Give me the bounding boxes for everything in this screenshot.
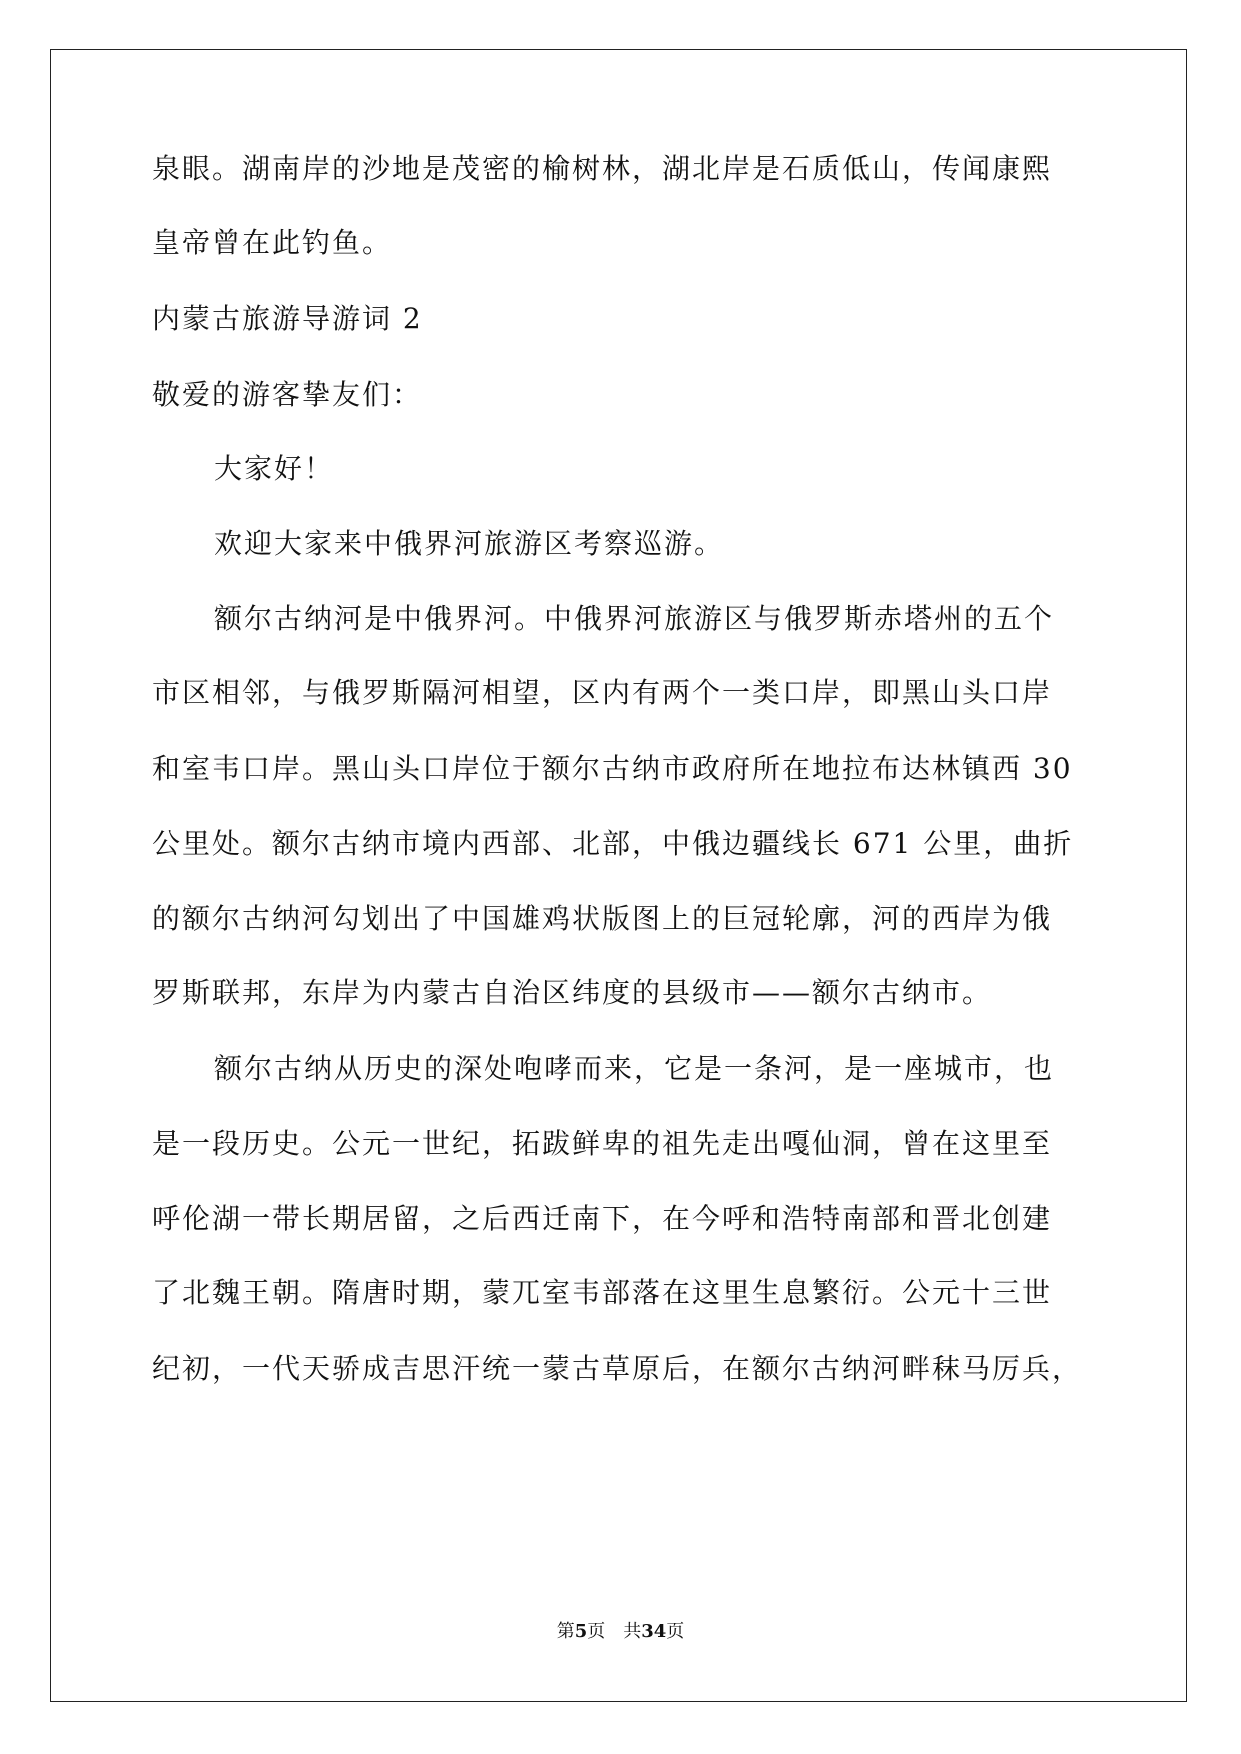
text-line: 市区相邻，与俄罗斯隔河相望，区内有两个一类口岸，即黑山头口岸: [152, 676, 1053, 709]
text-line: 的额尔古纳河勾划出了中国雄鸡状版图上的巨冠轮廓，河的西岸为俄: [152, 902, 1053, 935]
text-line: 了北魏王朝。隋唐时期，蒙兀室韦部落在这里生息繁衍。公元十三世: [152, 1276, 1053, 1309]
text-line: 额尔古纳从历史的深处咆哮而来，它是一条河，是一座城市，也: [214, 1052, 1055, 1085]
greeting: 大家好！: [214, 452, 335, 485]
page-number-footer: [0, 1617, 1241, 1643]
text-line: 和室韦口岸。黑山头口岸位于额尔古纳市政府所在地拉布达林镇西 30: [152, 752, 1073, 785]
current-page: 5: [574, 1621, 588, 1642]
footer-mid: 页 共: [587, 1621, 642, 1642]
section-heading: 内蒙古旅游导游词 2: [152, 302, 423, 335]
salutation: 敬爱的游客挚友们：: [152, 378, 423, 411]
footer-suffix: 页: [666, 1621, 685, 1642]
text-line: 纪初，一代天骄成吉思汗统一蒙古草原后，在额尔古纳河畔秣马厉兵，: [152, 1352, 1083, 1385]
text-line: 额尔古纳河是中俄界河。中俄界河旅游区与俄罗斯赤塔州的五个: [214, 602, 1055, 635]
text-line: 呼伦湖一带长期居留，之后西迁南下，在今呼和浩特南部和晋北创建: [152, 1202, 1053, 1235]
text-line: 是一段历史。公元一世纪，拓跋鲜卑的祖先走出嘎仙洞，曾在这里至: [152, 1127, 1053, 1160]
text-line: 泉眼。湖南岸的沙地是茂密的榆树林，湖北岸是石质低山，传闻康熙: [152, 152, 1053, 185]
text-line: 皇帝曾在此钓鱼。: [152, 226, 393, 259]
page-border: [50, 49, 1187, 1702]
text-line: 公里处。额尔古纳市境内西部、北部，中俄边疆线长 671 公里，曲折: [152, 827, 1074, 860]
footer-prefix: 第: [556, 1621, 575, 1642]
total-pages: 34: [641, 1621, 667, 1642]
text-line: 欢迎大家来中俄界河旅游区考察巡游。: [214, 527, 725, 560]
text-line: 罗斯联邦，东岸为内蒙古自治区纬度的县级市——额尔古纳市。: [152, 976, 993, 1009]
